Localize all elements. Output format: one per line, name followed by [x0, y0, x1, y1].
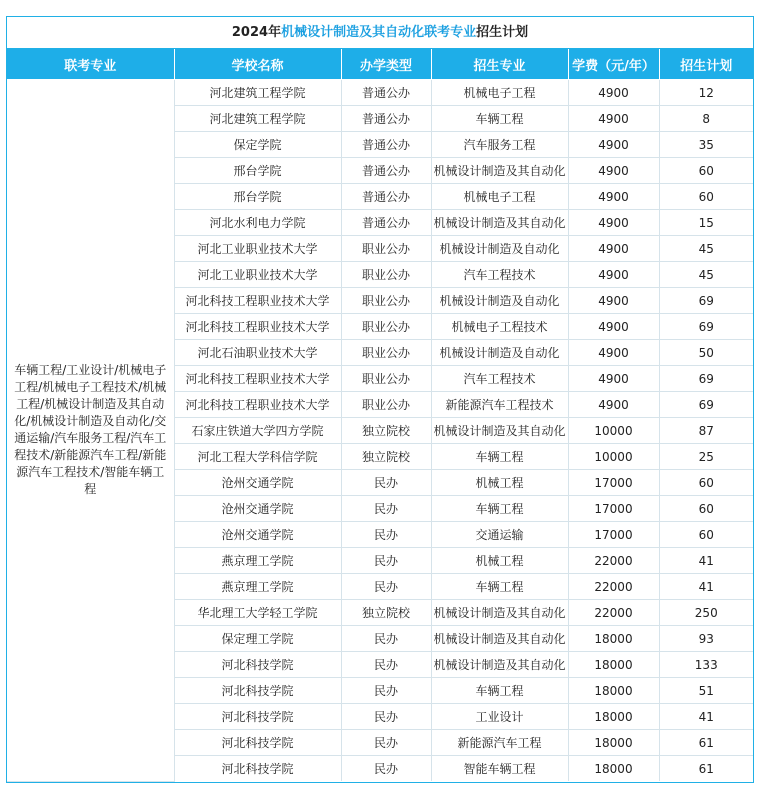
type-cell: 普通公办	[341, 210, 431, 236]
table-body	[7, 80, 753, 782]
plan-cell: 69	[659, 288, 753, 314]
fee-cell: 4900	[568, 210, 659, 236]
major-cell: 机械设计制造及其自动化	[431, 210, 568, 236]
type-cell: 普通公办	[341, 158, 431, 184]
fee-cell: 10000	[568, 444, 659, 470]
school-cell: 河北建筑工程学院	[174, 106, 341, 132]
joint-major-cell: 车辆工程/工业设计/机械电子工程/机械电子工程技术/机械工程/机械设计制造及其自动化/机械设计制造及自动化/交通运输/汽车服务工程/汽车工程技术/新能源汽车工程/新能源汽车工程技术/智能车辆工程	[7, 80, 174, 782]
major-cell: 机械设计制造及自动化	[431, 340, 568, 366]
plan-cell: 60	[659, 184, 753, 210]
header-plan: 招生计划	[659, 49, 753, 80]
school-cell: 河北科技学院	[174, 678, 341, 704]
major-cell: 交通运输	[431, 522, 568, 548]
type-cell: 独立院校	[341, 418, 431, 444]
fee-cell: 4900	[568, 158, 659, 184]
type-cell: 普通公办	[341, 80, 431, 106]
type-cell: 普通公办	[341, 132, 431, 158]
type-cell: 民办	[341, 470, 431, 496]
plan-cell: 41	[659, 574, 753, 600]
fee-cell: 4900	[568, 106, 659, 132]
plan-cell: 60	[659, 158, 753, 184]
plan-cell: 69	[659, 392, 753, 418]
fee-cell: 10000	[568, 418, 659, 444]
major-cell: 机械设计制造及自动化	[431, 236, 568, 262]
fee-cell: 4900	[568, 314, 659, 340]
fee-cell: 4900	[568, 262, 659, 288]
header-joint-major: 联考专业	[7, 49, 174, 80]
header-row	[7, 49, 753, 80]
major-cell: 车辆工程	[431, 496, 568, 522]
school-cell: 河北科技工程职业技术大学	[174, 366, 341, 392]
fee-cell: 18000	[568, 756, 659, 782]
type-cell: 民办	[341, 704, 431, 730]
major-cell: 机械电子工程技术	[431, 314, 568, 340]
fee-cell: 18000	[568, 626, 659, 652]
table-title	[7, 17, 753, 49]
plan-cell: 250	[659, 600, 753, 626]
plan-cell: 51	[659, 678, 753, 704]
major-cell: 汽车工程技术	[431, 366, 568, 392]
major-cell: 新能源汽车工程	[431, 730, 568, 756]
major-cell: 车辆工程	[431, 574, 568, 600]
major-cell: 车辆工程	[431, 678, 568, 704]
school-cell: 河北科技学院	[174, 756, 341, 782]
header-school: 学校名称	[174, 49, 341, 80]
school-cell: 河北石油职业技术大学	[174, 340, 341, 366]
major-cell: 机械设计制造及其自动化	[431, 652, 568, 678]
school-cell: 沧州交通学院	[174, 522, 341, 548]
school-cell: 河北科技工程职业技术大学	[174, 392, 341, 418]
enrollment-plan-table-card	[6, 16, 754, 783]
type-cell: 独立院校	[341, 600, 431, 626]
fee-cell: 4900	[568, 366, 659, 392]
school-cell: 保定学院	[174, 132, 341, 158]
fee-cell: 4900	[568, 340, 659, 366]
plan-cell: 41	[659, 548, 753, 574]
type-cell: 独立院校	[341, 444, 431, 470]
school-cell: 河北科技学院	[174, 704, 341, 730]
school-cell: 河北科技学院	[174, 652, 341, 678]
school-cell: 邢台学院	[174, 184, 341, 210]
major-cell: 汽车工程技术	[431, 262, 568, 288]
major-cell: 车辆工程	[431, 444, 568, 470]
plan-cell: 69	[659, 366, 753, 392]
header-fee: 学费（元/年）	[568, 49, 659, 80]
plan-cell: 133	[659, 652, 753, 678]
header-major: 招生专业	[431, 49, 568, 80]
major-cell: 机械设计制造及其自动化	[431, 158, 568, 184]
fee-cell: 22000	[568, 574, 659, 600]
header-type: 办学类型	[341, 49, 431, 80]
plan-cell: 45	[659, 236, 753, 262]
plan-cell: 60	[659, 470, 753, 496]
major-cell: 机械设计制造及其自动化	[431, 626, 568, 652]
title-prefix: 2024年	[231, 25, 282, 40]
school-cell: 华北理工大学轻工学院	[174, 600, 341, 626]
major-cell: 机械设计制造及其自动化	[431, 418, 568, 444]
plan-cell: 41	[659, 704, 753, 730]
major-cell: 工业设计	[431, 704, 568, 730]
fee-cell: 17000	[568, 522, 659, 548]
fee-cell: 4900	[568, 288, 659, 314]
plan-cell: 69	[659, 314, 753, 340]
type-cell: 职业公办	[341, 236, 431, 262]
major-cell: 机械设计制造及其自动化	[431, 600, 568, 626]
major-cell: 机械工程	[431, 470, 568, 496]
type-cell: 民办	[341, 756, 431, 782]
fee-cell: 18000	[568, 678, 659, 704]
school-cell: 邢台学院	[174, 158, 341, 184]
school-cell: 河北科技工程职业技术大学	[174, 314, 341, 340]
type-cell: 职业公办	[341, 366, 431, 392]
school-cell: 保定理工学院	[174, 626, 341, 652]
fee-cell: 4900	[568, 236, 659, 262]
plan-cell: 12	[659, 80, 753, 106]
type-cell: 民办	[341, 626, 431, 652]
major-cell: 汽车服务工程	[431, 132, 568, 158]
school-cell: 河北水利电力学院	[174, 210, 341, 236]
major-cell: 新能源汽车工程技术	[431, 392, 568, 418]
plan-cell: 50	[659, 340, 753, 366]
major-cell: 机械设计制造及自动化	[431, 288, 568, 314]
type-cell: 民办	[341, 522, 431, 548]
school-cell: 石家庄铁道大学四方学院	[174, 418, 341, 444]
plan-cell: 35	[659, 132, 753, 158]
enrollment-plan-table	[7, 49, 753, 782]
plan-cell: 60	[659, 496, 753, 522]
school-cell: 河北科技工程职业技术大学	[174, 288, 341, 314]
fee-cell: 4900	[568, 132, 659, 158]
fee-cell: 17000	[568, 470, 659, 496]
type-cell: 民办	[341, 678, 431, 704]
plan-cell: 93	[659, 626, 753, 652]
fee-cell: 18000	[568, 704, 659, 730]
fee-cell: 22000	[568, 548, 659, 574]
type-cell: 民办	[341, 496, 431, 522]
type-cell: 民办	[341, 730, 431, 756]
fee-cell: 17000	[568, 496, 659, 522]
school-cell: 燕京理工学院	[174, 574, 341, 600]
type-cell: 职业公办	[341, 262, 431, 288]
fee-cell: 18000	[568, 730, 659, 756]
major-cell: 机械电子工程	[431, 184, 568, 210]
school-cell: 河北工程大学科信学院	[174, 444, 341, 470]
major-cell: 车辆工程	[431, 106, 568, 132]
table-row	[7, 80, 753, 106]
major-cell: 机械工程	[431, 548, 568, 574]
plan-cell: 15	[659, 210, 753, 236]
type-cell: 普通公办	[341, 106, 431, 132]
type-cell: 普通公办	[341, 184, 431, 210]
type-cell: 职业公办	[341, 314, 431, 340]
major-cell: 机械电子工程	[431, 80, 568, 106]
plan-cell: 87	[659, 418, 753, 444]
plan-cell: 8	[659, 106, 753, 132]
school-cell: 河北科技学院	[174, 730, 341, 756]
school-cell: 沧州交通学院	[174, 470, 341, 496]
fee-cell: 4900	[568, 80, 659, 106]
school-cell: 河北建筑工程学院	[174, 80, 341, 106]
type-cell: 民办	[341, 574, 431, 600]
plan-cell: 61	[698, 761, 714, 776]
fee-cell: 22000	[568, 600, 659, 626]
type-cell: 职业公办	[341, 340, 431, 366]
school-cell: 沧州交通学院	[174, 496, 341, 522]
plan-cell: 60	[659, 522, 753, 548]
fee-cell: 4900	[568, 392, 659, 418]
plan-cell: 45	[659, 262, 753, 288]
fee-cell: 18000	[568, 652, 659, 678]
type-cell: 职业公办	[341, 288, 431, 314]
plan-cell: 61	[659, 730, 753, 756]
school-cell: 河北工业职业技术大学	[174, 262, 341, 288]
type-cell: 民办	[341, 548, 431, 574]
type-cell: 职业公办	[341, 392, 431, 418]
plan-cell: 25	[659, 444, 753, 470]
major-cell: 智能车辆工程	[431, 756, 568, 782]
fee-cell: 4900	[568, 184, 659, 210]
title-suffix: 招生计划	[476, 25, 529, 40]
school-cell: 燕京理工学院	[174, 548, 341, 574]
type-cell: 民办	[341, 652, 431, 678]
title-highlight: 机械设计制造及其自动化联考专业	[281, 25, 477, 40]
school-cell: 河北工业职业技术大学	[174, 236, 341, 262]
